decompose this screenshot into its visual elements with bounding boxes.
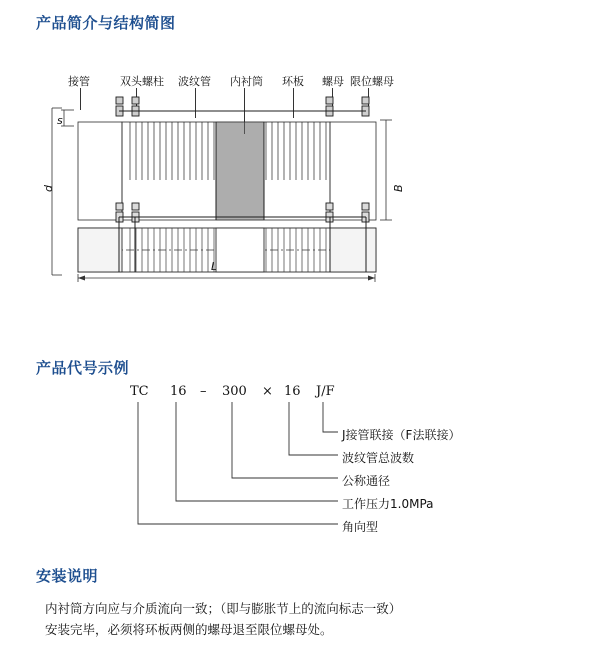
dimension-d: d	[42, 185, 55, 192]
code-token-1: 16	[170, 384, 187, 399]
code-desc-4: 角向型	[342, 520, 379, 534]
part-label-1: 双头螺柱	[120, 75, 164, 88]
code-desc-0: J接管联接（F法联接）	[342, 428, 461, 442]
section-title-install: 安装说明	[36, 567, 99, 585]
section-title-code: 产品代号示例	[36, 359, 130, 377]
code-leader-lines	[30, 378, 570, 548]
code-token-2: –	[200, 384, 207, 399]
code-desc-1: 波纹管总波数	[342, 451, 415, 465]
part-label-5: 螺母	[322, 75, 344, 88]
part-label-3: 内衬筒	[230, 75, 263, 88]
code-desc-3: 工作压力1.0MPa	[342, 497, 434, 511]
code-desc-2: 公称通径	[342, 474, 391, 488]
part-label-2: 波纹管	[178, 75, 211, 88]
code-designation-diagram	[30, 378, 570, 548]
code-token-4: ×	[262, 384, 273, 399]
part-label-0: 接管	[68, 75, 90, 88]
code-token-6: J/F	[316, 384, 335, 399]
install-note-1: 安装完毕，必须将环板两侧的螺母退至限位螺母处。	[45, 622, 333, 637]
structure-drawing-svg	[30, 60, 570, 340]
code-token-3: 300	[222, 384, 247, 399]
install-note-0: 内衬筒方向应与介质流向一致；（即与膨胀节上的流向标志一致）	[45, 601, 402, 616]
dimension-s: s	[57, 114, 63, 127]
part-label-6: 限位螺母	[350, 75, 394, 88]
code-token-0: TC	[130, 384, 149, 399]
code-token-5: 16	[284, 384, 301, 399]
dimension-B: B	[392, 184, 405, 192]
part-label-4: 环板	[282, 75, 304, 88]
section-title-structure: 产品简介与结构简图	[36, 14, 176, 32]
install-notes	[45, 598, 565, 640]
structure-diagram	[30, 60, 570, 340]
